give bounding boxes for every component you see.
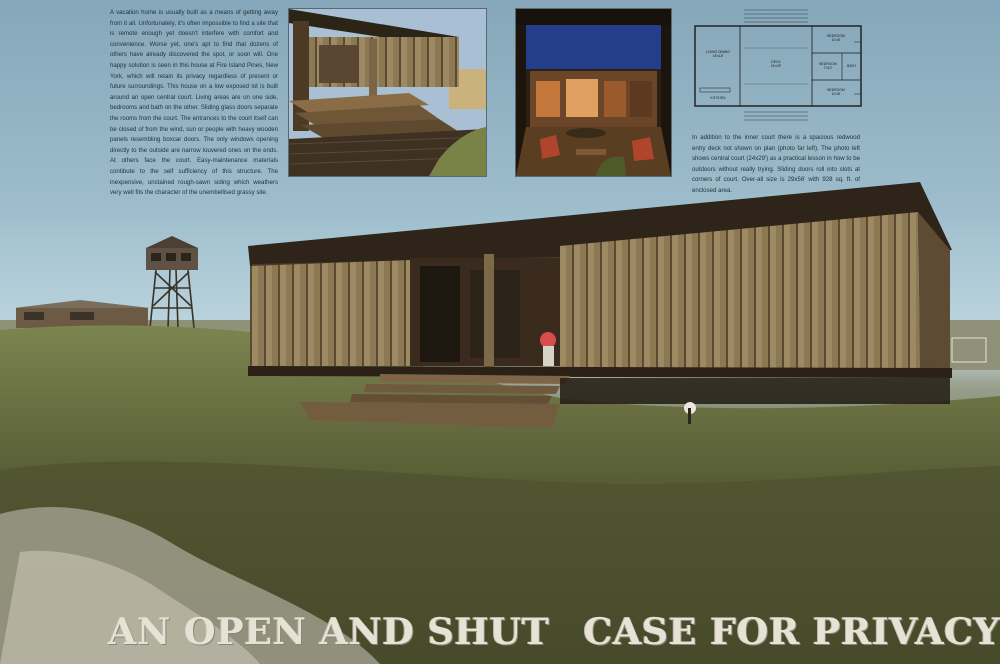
- plan-deck: [752, 60, 800, 68]
- house-exterior-photo: [0, 170, 1000, 664]
- plan-bedroom-mid-name: BEDROOM: [819, 62, 837, 66]
- entry-deck-photo: [288, 8, 487, 177]
- lookout-tower: [146, 236, 198, 328]
- plan-bedroom-mid: [814, 62, 842, 70]
- distant-house: [14, 300, 150, 328]
- plan-living-dining-size: 16'x18': [712, 54, 724, 58]
- plan-living-dining: [698, 50, 738, 58]
- floor-plan: [692, 8, 864, 126]
- plan-bedroom-mid-size: 7'x12': [823, 66, 833, 70]
- article-headline: [108, 610, 1000, 653]
- headline-part-1: AN OPEN AND SHUT: [108, 610, 550, 653]
- plan-bath: [843, 64, 860, 68]
- plan-deck-size: 24'x29': [770, 64, 782, 68]
- plan-living-dining-name: LIVING DINING: [706, 50, 730, 54]
- plan-bedroom-bottom-name: BEDROOM: [827, 88, 845, 92]
- plan-bedroom-bottom-size: 10'x8': [831, 92, 841, 96]
- plan-bedroom-top-name: BEDROOM: [827, 34, 845, 38]
- plan-deck-name: DECK: [771, 60, 781, 64]
- headline-part-2: CASE FOR PRIVACY: [583, 610, 1000, 653]
- plan-kitchen-name: KITCHEN: [710, 96, 726, 100]
- plan-kitchen: [698, 96, 738, 100]
- central-court-photo: [515, 8, 672, 177]
- plan-bedroom-top: [814, 34, 858, 42]
- plan-caption-text: In addition to the inner court there is a spacious redwood entry deck not shown on plan (photo far left). The photo left shows central court (24x29') as a practical lesson in how to be outdoors without really trying. Sliding doors roll into slots at corners of court. Over-all size is 29x56' with 928 sq. ft. of enclosed area.: [692, 134, 860, 194]
- intro-article-text: A vacation home is usually built as a means of getting away from it all. Unfortunately, it's often impossible to find a site that is remote enough yet doesn't interfere with comfort and convenience. Worse yet, one's apt to find that dozens of others have already discovered the spot, or soon will. One happy solution is seen in this house at Fire Island Pines, New York, which will retain its privacy regardless of present or future surroundings. This house on a low exposed lot is built around an open central court. Living areas are on one side, bedrooms and bath on the other. Sliding glass doors separate the rooms from the court. The entrances to the court itself can be closed of from the wind, sun or people with heavy wooden panels resembling boxcar doors. The only windows opening directly to the outside are narrow louvered ones on the ends. At others face the court. Easy-maintenance materials contibute to the self sufficiency of this structure. The inexpensive, unstained rough-sawn siding which weathers very well fits the character of the unembellised grassy site.: [110, 9, 278, 197]
- plan-bedroom-bottom: [814, 88, 858, 96]
- plan-bath-name: BATH: [847, 64, 856, 68]
- plan-bedroom-top-size: 10'x8': [831, 38, 841, 42]
